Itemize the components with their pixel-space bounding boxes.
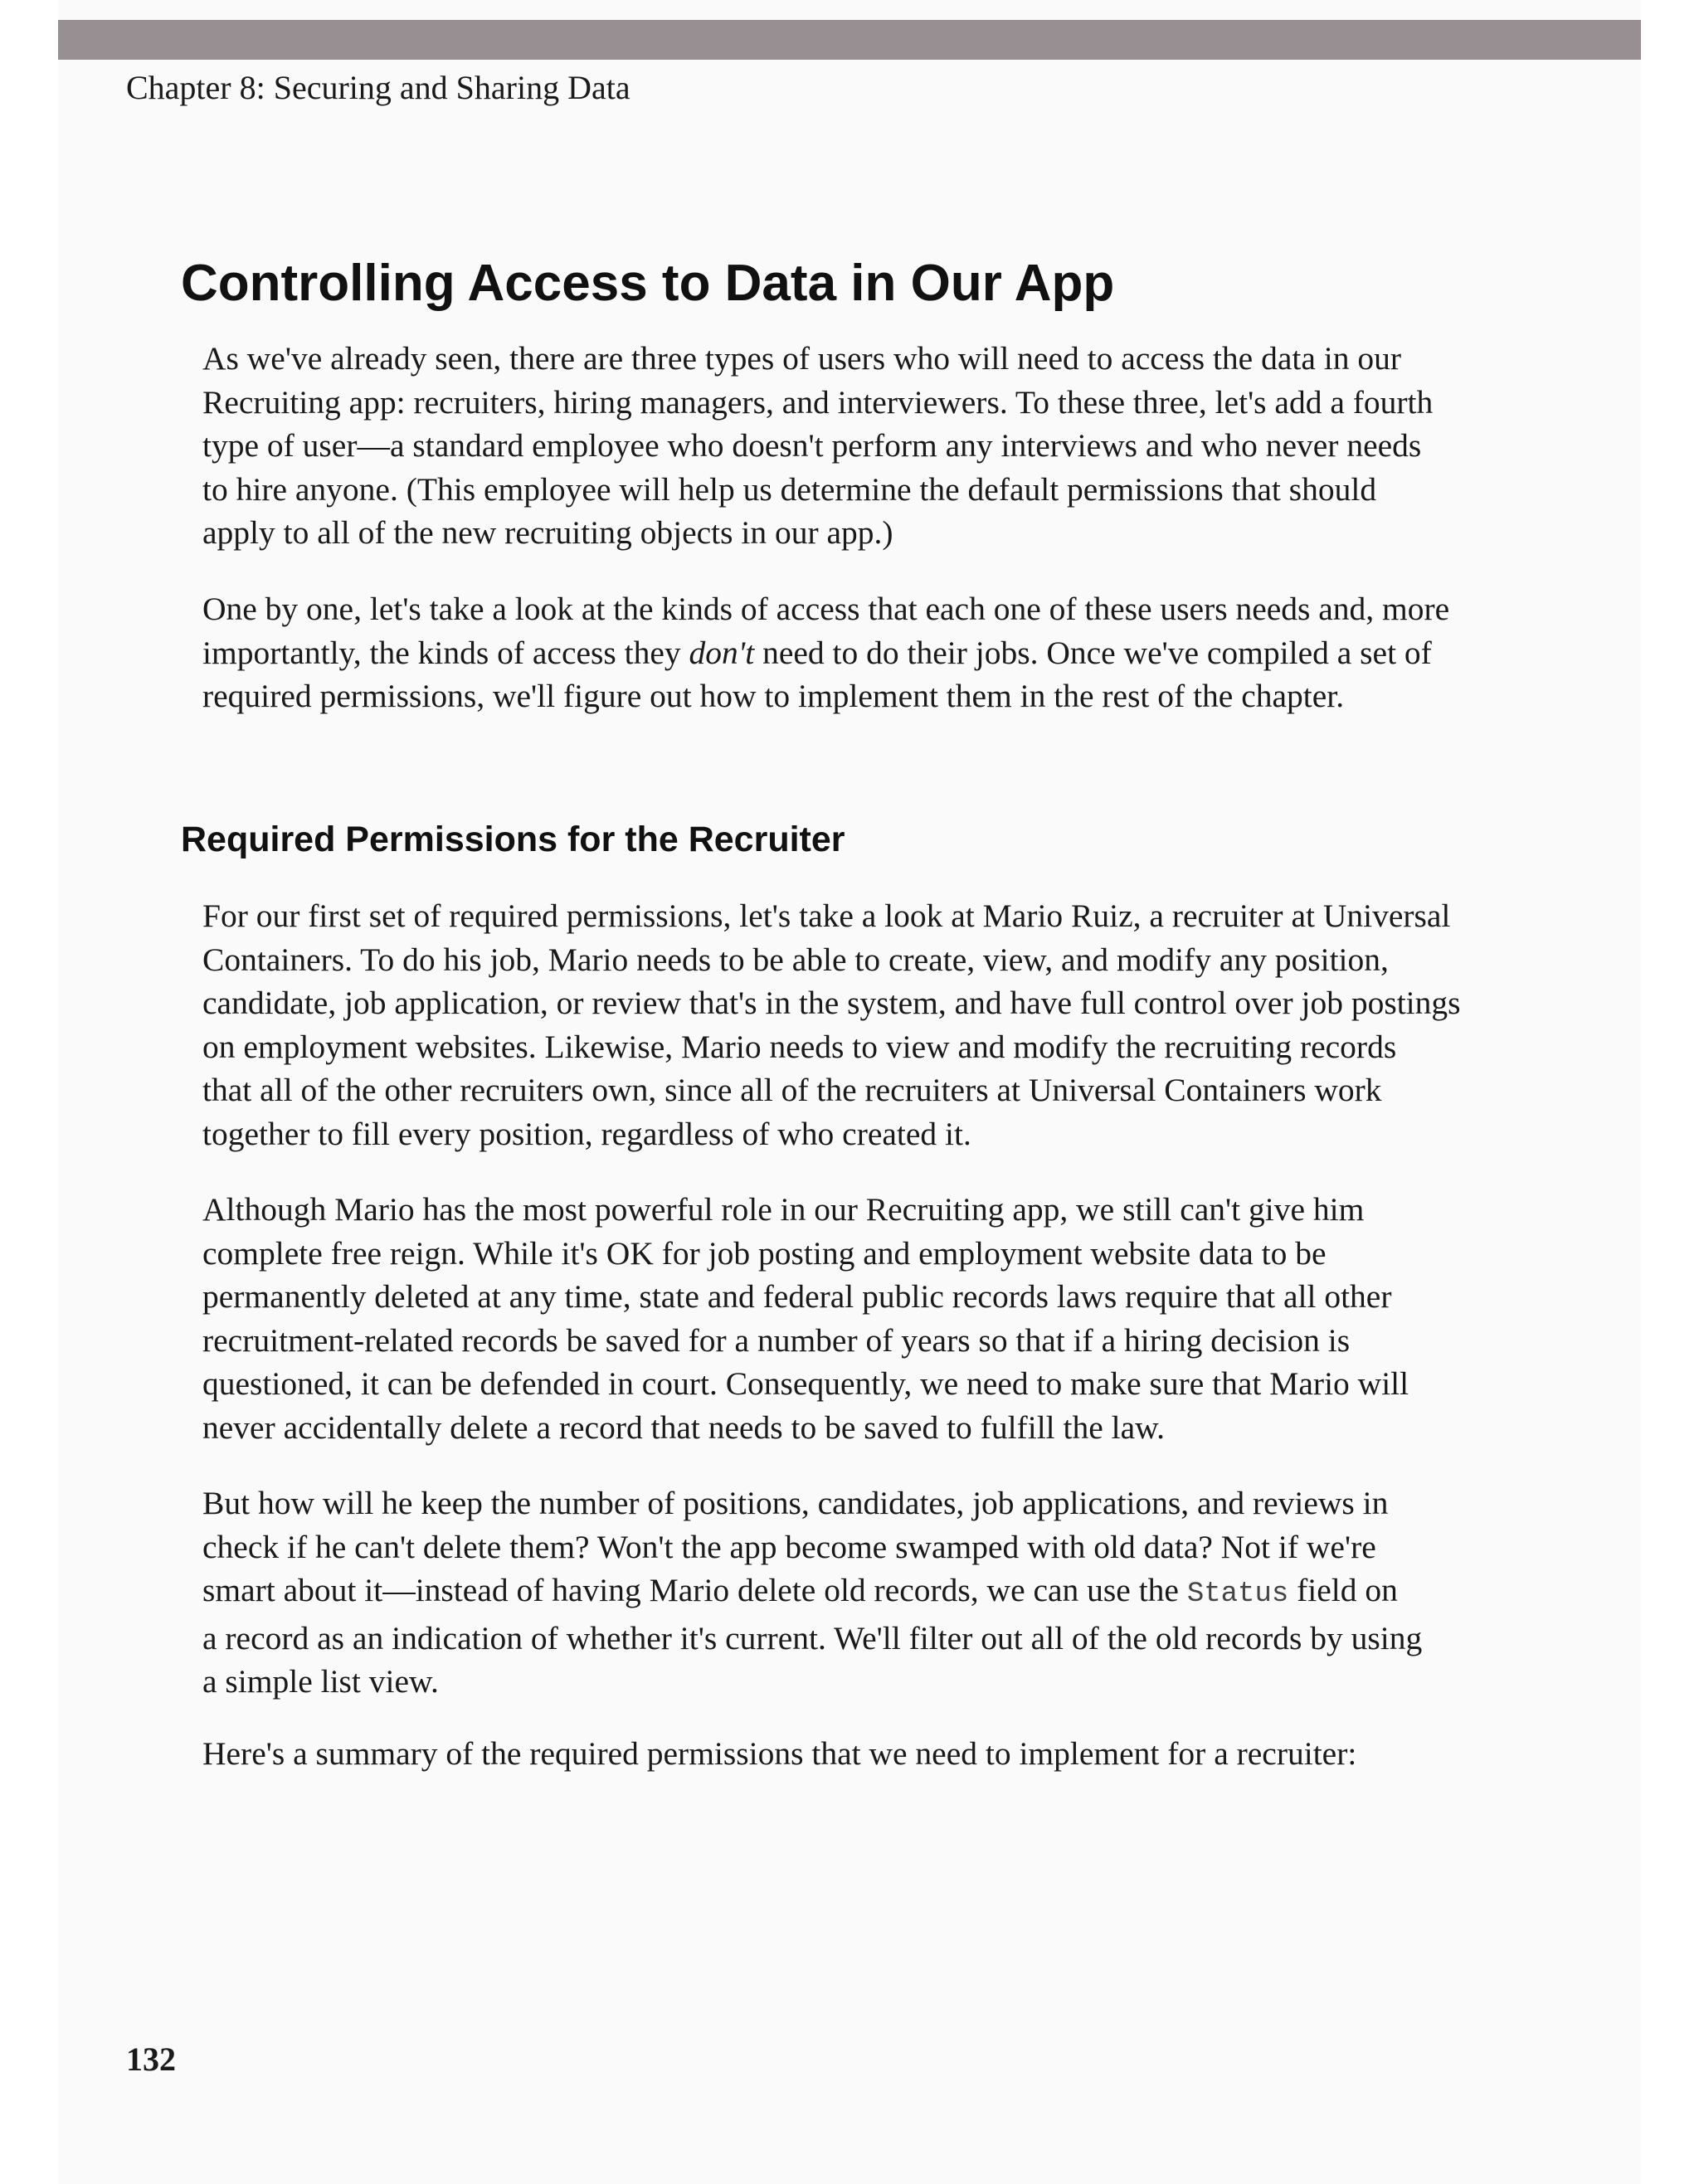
page-number: 132 (126, 2041, 176, 2078)
paragraph-line: For our first set of required permissions, let's take a look at Mario Ruiz, a recruiter at Universal (202, 897, 1451, 934)
paragraph-one-by-one (202, 587, 1463, 718)
paragraph-mario-role (202, 1188, 1463, 1450)
text-run: smart about it—instead of having Mario delete old records, we can use the (202, 1572, 1187, 1609)
paragraph-summary-intro (202, 1732, 1463, 1776)
section-heading-recruiter-permissions: Required Permissions for the Recruiter (181, 820, 845, 859)
section-heading-controlling-access: Controlling Access to Data in Our App (181, 255, 1115, 312)
code-status-field: Status (1186, 1578, 1289, 1611)
paragraph-mario-intro (202, 894, 1463, 1156)
paragraph-line: Here's a summary of the required permissions that we need to implement for a recruiter: (202, 1735, 1357, 1772)
paragraph-line: Recruiting app: recruiters, hiring managers, and interviewers. To these three, let's add a fourth (202, 383, 1434, 421)
paragraph-line: apply to all of the new recruiting objects in our app.) (202, 514, 893, 552)
text-run: need to do their jobs. Once we've compiled a set of (754, 634, 1432, 671)
paragraph-line: together to fill every position, regardless of who created it. (202, 1115, 971, 1152)
chapter-title: Chapter 8: Securing and Sharing Data (126, 69, 630, 106)
paragraph-line: But how will he keep the number of positions, candidates, job applications, and reviews in (202, 1485, 1389, 1521)
paragraph-line: that all of the other recruiters own, since all of the recruiters at Universal Containers work (202, 1072, 1382, 1109)
paragraph-line (202, 631, 1463, 675)
paragraph-line: Containers. To do his job, Mario needs to be able to create, view, and modify any position, (202, 941, 1389, 978)
paragraph-line: on employment websites. Likewise, Mario needs to view and modify the recruiting records (202, 1028, 1397, 1065)
paragraph-line: a simple list view. (202, 1663, 439, 1700)
paragraph-line: complete free reign. While it's OK for job posting and employment website data to be (202, 1234, 1327, 1272)
paragraph-status-field (202, 1481, 1463, 1704)
paragraph-line (202, 1569, 1463, 1617)
paragraph-line: type of user—a standard employee who doesn't perform any interviews and who never needs (202, 427, 1422, 465)
paragraph-intro (202, 337, 1463, 555)
header-bar (58, 20, 1641, 60)
paragraph-line: to hire anyone. (This employee will help us determine the default permissions that should (202, 470, 1377, 508)
paragraph-line: never accidentally delete a record that needs to be saved to fulfill the law. (202, 1408, 1165, 1446)
paragraph-line: Although Mario has the most powerful role in our Recruiting app, we still can't give him (202, 1191, 1365, 1228)
paragraph-line: One by one, let's take a look at the kinds of access that each one of these users needs and, more (202, 591, 1450, 627)
paragraph-line: questioned, it can be defended in court. Consequently, we need to make sure that Mario will (202, 1365, 1409, 1403)
paragraph-line: a record as an indication of whether it's current. We'll filter out all of the old records by using (202, 1619, 1423, 1656)
paragraph-line: recruitment-related records be saved for a number of years so that if a hiring decision is (202, 1321, 1351, 1359)
paragraph-line: check if he can't delete them? Won't the app become swamped with old data? Not if we're (202, 1528, 1376, 1565)
text-run: field on (1288, 1572, 1398, 1609)
text-run: importantly, the kinds of access they (202, 634, 689, 671)
paragraph-line: required permissions, we'll figure out how to implement them in the rest of the chapter. (202, 678, 1345, 715)
paragraph-line: candidate, job application, or review that's in the system, and have full control over job postings (202, 985, 1461, 1022)
paragraph-line: As we've already seen, there are three types of users who will need to access the data in our (202, 340, 1402, 377)
emphasis-dont: don't (689, 634, 755, 671)
paragraph-line: permanently deleted at any time, state and federal public records laws require that all other (202, 1278, 1392, 1316)
